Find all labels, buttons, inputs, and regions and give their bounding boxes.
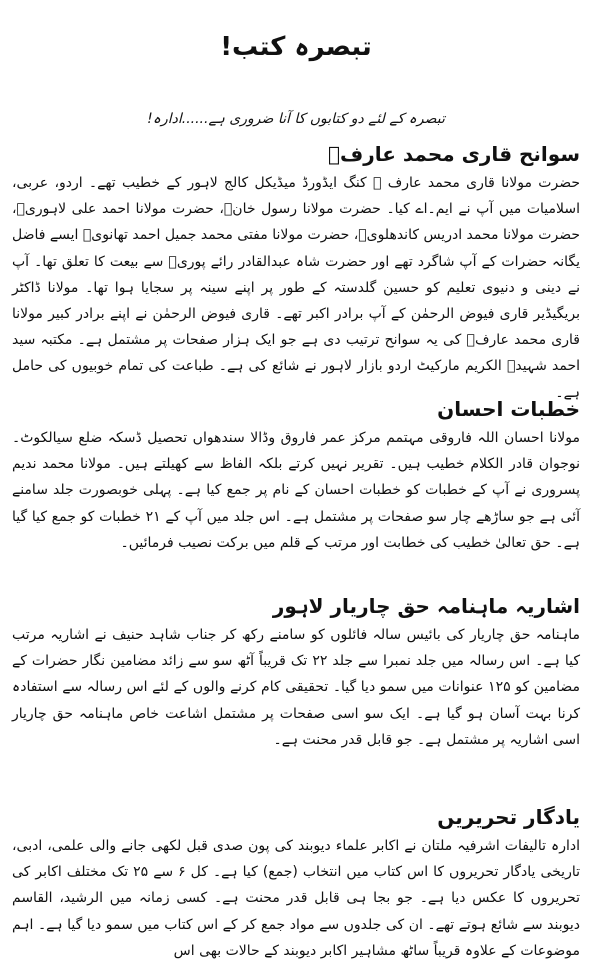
review-heading: سوانح قاری محمد عارفؒ — [327, 142, 580, 166]
review-heading: خطبات احسان — [437, 397, 580, 421]
review-body: مولانا احسان اللہ فاروقی مہتمم مرکز عمر فاروق وڈالا سندھواں تحصیل ڈسکہ ضلع سیالکوٹ۔ نوجوان قادر الکلام خطیب ہیں۔ تقریر نہیں کرتے بلکہ الفاظ سے کھیلتے ہیں۔ مولانا محمد ندیم پسروری نے آپ کے خطبات کو خطبات احسان کے نام پر جمع کیا ہے۔ پہلی خوبصورت جلد سامنے آئی ہے جو ساڑھے چار سو صفحات پر مشتمل ہے۔ اس جلد میں آپ کے ۲۱ خطبات کو جمع کیا گیا ہے۔ حق تعالیٰ خطیب کی خطابت اور مرتب کے قلم میں برکت نصیب فرمائیں۔ — [12, 430, 581, 551]
review-heading: اشاریہ ماہنامہ حق چاریار لاہور — [272, 594, 580, 618]
review-section — [12, 592, 580, 753]
review-heading: یادگار تحریریں — [437, 805, 580, 829]
review-section — [12, 803, 580, 964]
review-body: ادارہ تالیفات اشرفیہ ملتان نے اکابر علماء دیوبند کی پون صدی قبل لکھی جانے والی علمی، ادبی، تاریخی یادگار تحریروں کا اس کتاب میں انتخاب (جمع) کیا ہے۔ کل ۶ سے ۲۵ تک مختلف اکابر کی تحریروں کا عکس دیا ہے۔ جو بجا ہی قابل قدر محنت ہے۔ کسی زمانہ میں الرشید، القاسم دیوبند سے شائع ہوتے تھے۔ ان کی جلدوں سے مواد جمع کر کے اس کتاب میں سمو دیا گیا ہے۔ اہم موضوعات کے علاوہ قریباً ساٹھ مشاہیر اکابر دیوبند کے حالات بھی اس — [12, 838, 580, 959]
review-section — [12, 140, 580, 406]
review-body: حضرت مولانا قاری محمد عارف ؒ کنگ ایڈورڈ میڈیکل کالج لاہور کے خطیب تھے۔ اردو، عربی، اسلامیات میں آپ نے ایم۔اے کیا۔ حضرت مولانا رسول خانؒ، حضرت مولانا احمد علی لاہوریؒ، حضرت مولانا محمد ادریس کاندھلویؒ، حضرت مولانا مفتی محمد جمیل احمد تھانویؒ ایسے فاضل یگانہ حضرات کے آپ شاگرد تھے اور حضرت شاہ عبدالقادر رائے پوریؒ سے بیعت کا تعلق تھا۔ آپ نے دینی و دنیوی تعلیم کو حسین گلدستہ کے طور پر اپنے سینہ پر سجایا ہوا تھا۔ مولانا ڈاکٹر بریگیڈیر قاری فیوض الرحمٰن کے آپ برادر اکبر تھے۔ قاری فیوض الرحمٰن نے اپنے برادر کبیر مولانا قاری محمد عارفؒ کی یہ سوانح ترتیب دی ہے جو ایک ہزار صفحات پر مشتمل ہے۔ مکتبہ سید احمد شہیدؒ الکریم مارکیٹ اردو بازار لاہور نے شائع کی ہے۔ طباعت کی تمام خوبیوں کی حامل ہے۔ — [12, 175, 580, 401]
page-title: تبصرہ کتب! — [220, 32, 372, 62]
page-note: تبصرہ کے لئے دو کتابوں کا آنا ضروری ہے......ادارہ! — [147, 111, 445, 127]
review-section — [12, 395, 580, 556]
review-body: ماہنامہ حق چاریار کی بائیس سالہ فائلوں کو سامنے رکھ کر جناب شاہد حنیف نے اشاریہ مرتب کیا ہے۔ اس رسالہ میں جلد نمبرا سے جلد ۲۲ تک قریباً آٹھ سو سے زائد مضامین نگار حضرات کے مضامین کو ۱۲۵ عنوانات میں سمو دیا گیا۔ تحقیقی کام کرنے والوں کے لئے اس رسالہ سے استفادہ کرنا بہت آسان ہو گیا ہے۔ ایک سو اسی صفحات پر مشتمل اشاعت خاص ماہنامہ حق چاریار اسی اشاریہ پر مشتمل ہے۔ جو قابل قدر محنت ہے۔ — [12, 627, 580, 748]
